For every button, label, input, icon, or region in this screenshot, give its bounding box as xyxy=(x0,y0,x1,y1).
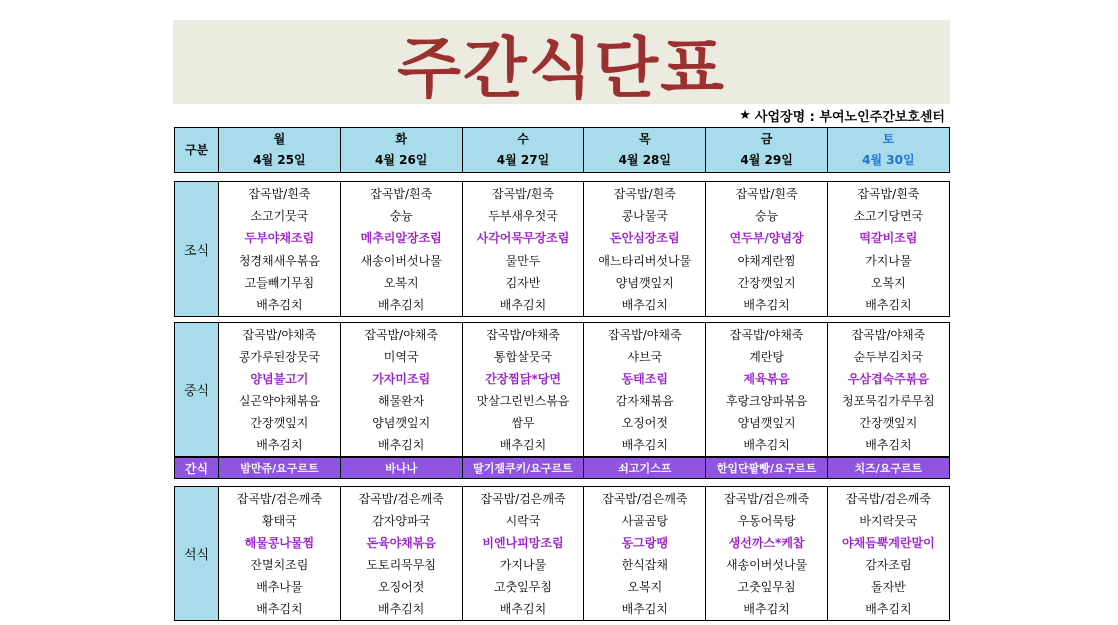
menu-item: 맛살그린빈스볶음 xyxy=(476,394,570,409)
lunch-section xyxy=(174,322,950,457)
main-dish: 동그랑땡 xyxy=(621,535,668,550)
menu-cell xyxy=(584,323,706,457)
menu-item: 잡곡밥/흰죽 xyxy=(857,186,920,201)
menu-cell xyxy=(340,323,462,457)
day-name: 수 xyxy=(517,132,529,146)
main-dish: 돈육야채볶음 xyxy=(366,535,436,550)
star-icon: ★ xyxy=(739,107,751,123)
main-dish: 가자미조림 xyxy=(372,371,431,386)
menu-item: 김자반 xyxy=(505,275,541,290)
day-date: 4월 30일 xyxy=(862,153,915,167)
menu-item: 고춧잎무침 xyxy=(494,580,552,595)
organization-line xyxy=(739,104,945,126)
menu-item: 물만두 xyxy=(505,253,541,268)
menu-item: 새송이버섯나물 xyxy=(360,253,442,268)
day-name: 금 xyxy=(760,132,773,146)
menu-item: 잡곡밥/검은깨죽 xyxy=(723,491,810,506)
menu-item: 시락국 xyxy=(505,513,541,528)
menu-item: 간장깻잎지 xyxy=(859,416,918,431)
organization-name: 사업장명 : 부여노인주간보호센터 xyxy=(754,109,945,125)
snack-cell: 바나나 xyxy=(340,458,462,479)
meal-label: 석식 xyxy=(175,487,219,621)
menu-cell xyxy=(462,487,584,621)
menu-item: 배추김치 xyxy=(256,298,303,313)
header-day-thu xyxy=(584,128,706,173)
menu-item: 배추나물 xyxy=(256,580,303,595)
header-row xyxy=(174,127,950,173)
menu-cell xyxy=(219,323,341,457)
day-name: 목 xyxy=(638,132,651,146)
menu-item: 야채계란찜 xyxy=(737,253,796,268)
menu-item: 청포묵김가루무침 xyxy=(842,394,935,409)
snack-cell: 한입단팥빵/요구르트 xyxy=(706,458,828,479)
main-dish: 야채듬뿍계란말이 xyxy=(842,535,935,550)
main-dish: 해물콩나물찜 xyxy=(244,535,315,550)
menu-item: 해물완자 xyxy=(378,394,425,409)
day-date: 4월 29일 xyxy=(740,153,793,167)
meal-label: 조식 xyxy=(175,182,219,317)
header-day-sat xyxy=(827,128,949,173)
title-banner xyxy=(173,20,950,107)
menu-cell xyxy=(219,487,341,621)
menu-item: 잡곡밥/야채죽 xyxy=(486,327,560,342)
menu-item: 가지나물 xyxy=(499,558,547,573)
menu-item: 숭늉 xyxy=(389,208,413,223)
menu-cell xyxy=(340,182,462,317)
main-dish: 간장찜닭*당면 xyxy=(485,371,561,386)
menu-item: 애느타리버섯나물 xyxy=(598,253,692,268)
menu-item: 고들빼기무침 xyxy=(244,275,315,290)
menu-item: 소고기뭇국 xyxy=(250,208,309,223)
snack-cell: 치즈/요구르트 xyxy=(827,458,949,479)
menu-item: 잡곡밥/흰죽 xyxy=(491,186,554,201)
main-dish: 두부야채조림 xyxy=(244,231,315,246)
menu-item: 오징어젓 xyxy=(621,416,668,431)
header-day-wed xyxy=(462,128,584,173)
menu-item: 바지락뭇국 xyxy=(859,513,918,528)
menu-item: 배추김치 xyxy=(865,298,912,313)
menu-item: 배추김치 xyxy=(499,438,547,453)
menu-item: 양념깻잎지 xyxy=(372,416,431,431)
menu-item: 샤브국 xyxy=(627,349,663,364)
menu-cell xyxy=(827,323,949,457)
day-date: 4월 25일 xyxy=(253,153,306,167)
menu-item: 잡곡밥/야채죽 xyxy=(364,327,438,342)
menu-item: 감자조림 xyxy=(865,558,912,573)
header-day-tue xyxy=(340,128,462,173)
menu-item: 잡곡밥/흰죽 xyxy=(613,186,676,201)
menu-item: 가지나물 xyxy=(865,253,912,268)
menu-item: 잡곡밥/야채죽 xyxy=(607,327,682,342)
dinner-section xyxy=(174,486,950,621)
menu-item: 통합살뭇국 xyxy=(494,349,552,364)
page-title: 주간식단표 xyxy=(397,29,726,107)
main-dish: 비엔나피망조림 xyxy=(482,535,564,550)
header-label: 구분 xyxy=(175,128,219,173)
menu-item: 배추김치 xyxy=(256,438,303,453)
menu-cell xyxy=(584,182,706,317)
menu-item: 새송이버섯나물 xyxy=(726,558,808,573)
menu-item: 잡곡밥/흰죽 xyxy=(248,186,311,201)
meal-label: 간식 xyxy=(175,458,219,479)
menu-item: 사골곰탕 xyxy=(621,513,668,528)
menu-cell xyxy=(706,182,828,317)
menu-item: 한식잡채 xyxy=(621,558,668,573)
day-name: 토 xyxy=(882,132,895,146)
menu-item: 황태국 xyxy=(262,513,297,528)
menu-item: 계란탕 xyxy=(749,349,784,364)
menu-item: 콩나물국 xyxy=(621,208,668,223)
menu-item: 청경채새우볶음 xyxy=(238,253,320,268)
main-dish: 돈안심장조림 xyxy=(610,231,680,246)
menu-item: 배추김치 xyxy=(743,298,790,313)
menu-item: 잡곡밥/흰죽 xyxy=(735,186,798,201)
menu-cell xyxy=(706,323,828,457)
menu-item: 감자양파국 xyxy=(372,513,431,528)
menu-item: 감자채볶음 xyxy=(615,394,674,409)
menu-item: 양념깻잎지 xyxy=(615,275,674,290)
day-name: 화 xyxy=(395,132,407,146)
menu-item: 오징어젓 xyxy=(378,580,425,595)
snack-cell: 밤만쥬/요구르트 xyxy=(219,458,341,479)
menu-item: 배추김치 xyxy=(378,602,425,617)
menu-item: 두부새우젓국 xyxy=(488,208,558,223)
day-date: 4월 26일 xyxy=(374,153,428,167)
main-dish: 사각어묵무장조림 xyxy=(476,231,570,246)
menu-item: 미역국 xyxy=(383,349,419,364)
menu-cell xyxy=(462,323,584,457)
menu-item: 잡곡밥/검은깨죽 xyxy=(602,491,688,506)
menu-item: 잡곡밥/검은깨죽 xyxy=(358,491,444,506)
menu-item: 잡곡밥/흰죽 xyxy=(370,186,433,201)
menu-item: 배추김치 xyxy=(256,602,303,617)
menu-item: 배추김치 xyxy=(621,438,668,453)
snack-section xyxy=(174,457,950,479)
menu-cell xyxy=(827,487,949,621)
menu-item: 오복지 xyxy=(870,275,906,290)
menu-cell xyxy=(462,182,584,317)
main-dish: 생선까스*케찹 xyxy=(728,535,805,550)
menu-item: 배추김치 xyxy=(378,298,425,313)
day-name: 월 xyxy=(273,132,286,146)
main-dish: 연두부/양념장 xyxy=(729,231,804,246)
menu-cell xyxy=(827,182,949,317)
menu-item: 순두부김치국 xyxy=(853,349,924,364)
menu-item: 배추김치 xyxy=(621,602,668,617)
main-dish: 우삼겹숙주볶음 xyxy=(847,371,929,386)
menu-item: 오복지 xyxy=(383,275,419,290)
menu-item: 배추김치 xyxy=(499,602,547,617)
menu-item: 잡곡밥/검은깨죽 xyxy=(236,491,322,506)
header-day-fri xyxy=(706,128,828,173)
menu-item: 소고기당면국 xyxy=(853,208,924,223)
snack-cell: 쇠고기스프 xyxy=(584,458,706,479)
menu-item: 배추김치 xyxy=(865,602,912,617)
menu-cell xyxy=(584,487,706,621)
menu-item: 숭늉 xyxy=(754,208,779,223)
menu-item: 배추김치 xyxy=(621,298,668,313)
menu-item: 잡곡밥/야채죽 xyxy=(851,327,926,342)
menu-item: 잡곡밥/야채죽 xyxy=(242,327,317,342)
snack-cell: 딸기잼쿠키/요구르트 xyxy=(462,458,584,479)
menu-cell xyxy=(706,487,828,621)
meal-label: 중식 xyxy=(175,323,219,457)
menu-cell xyxy=(340,487,462,621)
menu-item: 고춧잎무침 xyxy=(737,580,796,595)
breakfast-section xyxy=(174,181,950,317)
menu-item: 배추김치 xyxy=(743,602,790,617)
menu-item: 배추김치 xyxy=(378,438,425,453)
main-dish: 양념불고기 xyxy=(250,371,309,386)
menu-item: 돌자반 xyxy=(870,580,906,595)
menu-item: 간장깻잎지 xyxy=(737,275,796,290)
header-day-mon xyxy=(219,128,341,173)
menu-item: 오복지 xyxy=(627,580,663,595)
menu-item: 실곤약야채볶음 xyxy=(238,394,320,409)
menu-item: 후랑크양파볶음 xyxy=(726,394,808,409)
main-dish: 떡갈비조림 xyxy=(859,231,918,246)
menu-item: 잡곡밥/야채죽 xyxy=(729,327,804,342)
menu-item: 우동어묵탕 xyxy=(737,513,796,528)
main-dish: 제육볶음 xyxy=(743,371,790,386)
menu-item: 배추김치 xyxy=(499,298,547,313)
menu-item: 배추김치 xyxy=(865,438,912,453)
day-date: 4월 27일 xyxy=(496,153,550,167)
menu-cell xyxy=(219,182,341,317)
menu-item: 콩가루된장뭇국 xyxy=(238,349,320,364)
menu-item: 잡곡밥/검은깨죽 xyxy=(480,491,566,506)
menu-item: 도토리묵무침 xyxy=(366,558,436,573)
menu-item: 간장깻잎지 xyxy=(250,416,309,431)
main-dish: 동태조림 xyxy=(621,371,668,386)
menu-item: 쌈무 xyxy=(511,416,535,431)
menu-item: 양념깻잎지 xyxy=(737,416,796,431)
day-date: 4월 28일 xyxy=(618,153,671,167)
menu-item: 잡곡밥/검은깨죽 xyxy=(845,491,931,506)
menu-item: 잔멸치조림 xyxy=(250,558,309,573)
main-dish: 메추리알장조림 xyxy=(360,231,442,246)
menu-item: 배추김치 xyxy=(743,438,790,453)
